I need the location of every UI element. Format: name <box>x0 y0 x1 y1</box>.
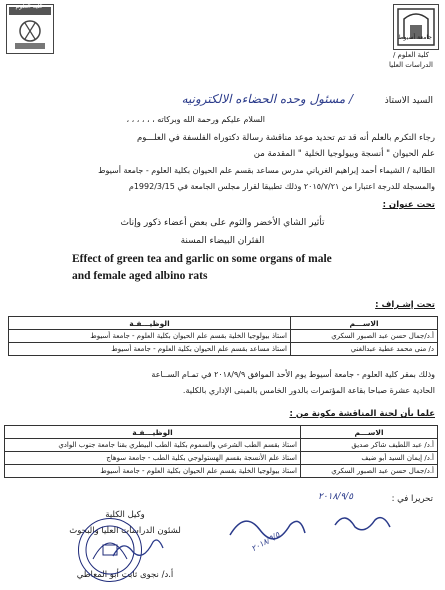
member-name: أ.د/جمال حسن عبد الصبور السكري <box>301 465 438 478</box>
greeting: السلام عليكم ورحمة الله وبركاته ، ، ، ، ، ، <box>126 115 265 124</box>
dean-signature-scribble-icon <box>108 534 168 564</box>
table-row <box>9 330 438 343</box>
date-label: تحريرا في : <box>391 494 433 504</box>
venue-line-2: الحادية عشرة صباحا بقاعة المؤتمرات بالدور الخامس بالمبنى الإداري بالكلية. <box>182 386 435 395</box>
member-name: أ.د/ عبد اللطيف شاكر صديق <box>301 439 438 452</box>
title-label: تحت عنوان : <box>382 200 435 210</box>
supervisor-position: استاذ بيولوجيا الخلية بقسم علم الحيوان بكلية العلوم - جامعة أسيوط <box>9 330 291 343</box>
header-name: الاســـم <box>291 317 438 330</box>
addressee-prefix: السيد الاستاذ <box>384 96 433 106</box>
body-line-2: علم الحيوان " أنسجة وبيولوجيا الخلية " المقدمة من <box>253 149 435 159</box>
supervisor-position: استاذ مساعد بقسم علم الحيوان بكلية العلوم - جامعة أسيوط <box>9 343 291 356</box>
body-line-3: الطالبة / الشيماء أحمد إبراهيم الغرياني مدرس مساعد بقسم علم الحيوان بكلية العلوم - جامعة أسيوط <box>98 166 435 175</box>
supervisor-name: د/ منى محمد عطية عبدالغني <box>291 343 438 356</box>
dean-name: أ.د/ نجوى ثابت أبو المعاطي <box>76 570 174 580</box>
supervision-label: تحت إشـراف : <box>375 300 435 310</box>
signature-scribble-icon <box>225 505 395 545</box>
addressee-handwritten: / مسئول وحده الحضاءه الالكترونيه <box>181 92 353 106</box>
university-emblem-icon <box>394 5 438 49</box>
faculty-logo-left <box>6 4 54 54</box>
member-position: استاذ بيولوجيا الخلية بقسم علم الحيوان بكلية العلوم - جامعة أسيوط <box>5 465 301 478</box>
right-logo-text: جامعة أسيوط <box>398 34 432 41</box>
body-line-1: رجاء التكرم بالعلم أنه قد تم تحديد موعد مناقشة رسالة دكتوراه الفلسفة في العلـــوم <box>136 133 435 143</box>
table-header-row <box>9 317 438 330</box>
dean-title-1: وكيل الكلية <box>105 510 145 520</box>
table-row <box>5 452 438 465</box>
venue-line-1: وذلك بمقر كلية العلوم - جامعة أسيوط يوم الأحد الموافق ٢٠١٨/٩/٩ في تمـام الســاعة <box>151 370 435 379</box>
body-line-4: والمسجلة للدرجة اعتبارا من ٢٠١٥/٧/٢١ وذلك تطبيقا لقرار مجلس الجامعة في 1992/3/15م <box>128 182 435 191</box>
signature-date: ٢٠١٨/٩/٥ <box>249 530 282 554</box>
supervision-table <box>8 316 438 356</box>
title-english-2: and female aged albino rats <box>72 270 208 282</box>
table-row <box>5 439 438 452</box>
dean-signature <box>108 534 168 564</box>
university-logo-right <box>393 4 439 50</box>
table-header-row <box>5 426 438 439</box>
header-position: الوظيـــفـة <box>9 317 291 330</box>
table-row <box>9 343 438 356</box>
committee-label: علما بأن لجنة المناقشة مكونة من : <box>289 409 435 419</box>
header-position: الوظيـــفـة <box>5 426 301 439</box>
table-row <box>5 465 438 478</box>
title-arabic-2: الفئران البيضاء المسنة <box>180 236 265 246</box>
date-value: ٢٠١٨/٩/٥ <box>318 492 354 502</box>
supervisor-name: أ.د/جمال حسن عبد الصبور السكري <box>291 330 438 343</box>
flask-emblem-icon <box>7 5 53 53</box>
dean-title-2: لشئون الدراسات العليا والبحوث <box>69 526 181 536</box>
right-logo-caption: كلية العلوم / الدراسات العليا <box>389 51 433 69</box>
title-english-1: Effect of green tea and garlic on some organs of male <box>72 253 332 265</box>
committee-table <box>4 425 438 478</box>
member-position: استاذ علم الأنسجة بقسم الهستولوجي بكلية الطب - جامعة سوهاج <box>5 452 301 465</box>
header-name: الاســـم <box>301 426 438 439</box>
member-position: استاذ بقسم الطب الشرعي والسموم بكلية الطب البيطري بقنا جامعة جنوب الوادي <box>5 439 301 452</box>
member-name: أ.د/ إيمان السيد أبو ضيف <box>301 452 438 465</box>
left-logo-caption: كلية العلوم <box>15 3 43 10</box>
title-arabic-1: تأثير الشاي الأخضر والثوم على بعض أعضاء ذكور وإناث <box>120 218 325 228</box>
handwritten-signature <box>225 505 395 545</box>
